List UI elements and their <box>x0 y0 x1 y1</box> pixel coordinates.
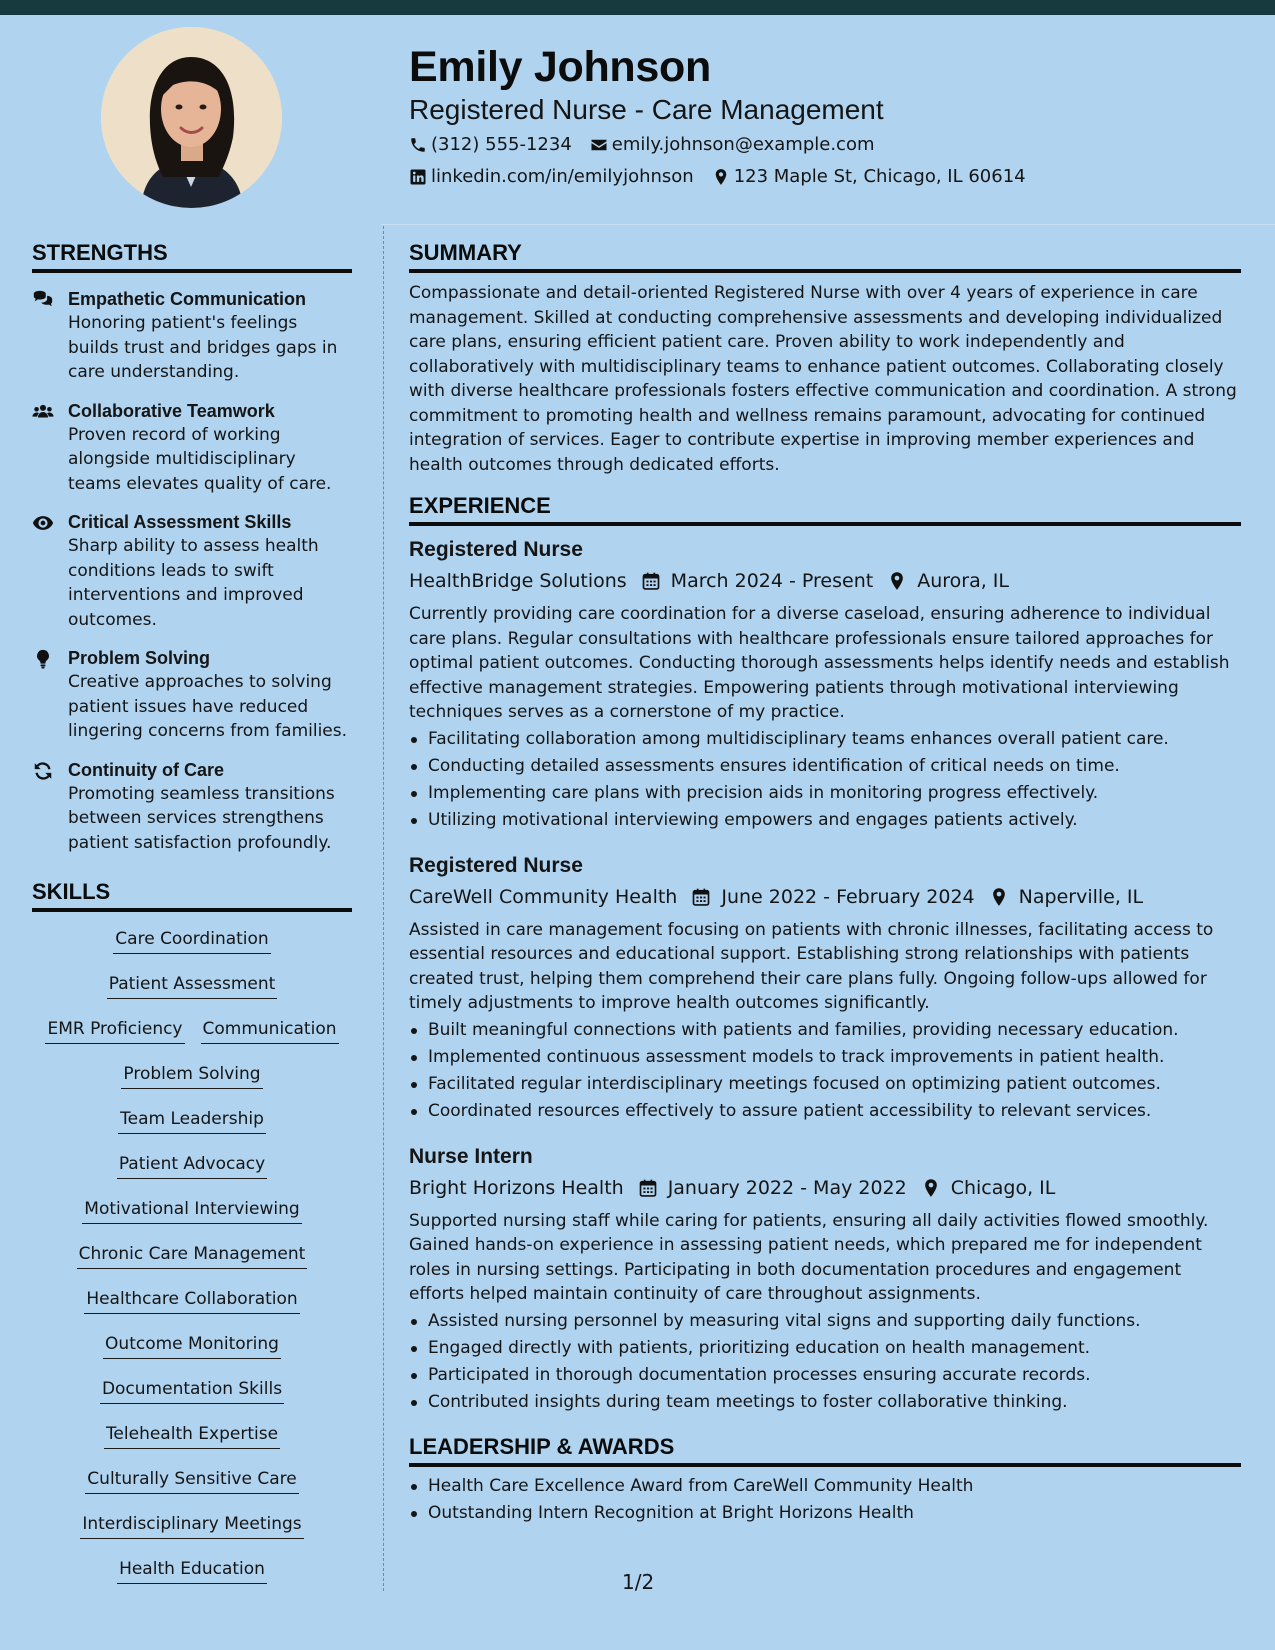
calendar-icon <box>638 1178 658 1198</box>
summary-text: Compassionate and detail-oriented Registered Nurse with over 4 years of experience in care management. Skilled at conducting comprehensive assessments and developing individualized care plans, ensuring efficient patient care. Proven ability to work independently and collaboratively with multidisciplinary teams to enhance patient outcomes. Collaborating closely with diverse healthcare professionals fosters effective communication and coordination. A strong commitment to promoting health and wellness remains paramount, advocating for continued integration of services. Eager to contribute expertise in improving member experiences and health outcomes through dedicated efforts. <box>409 283 1237 475</box>
job-title: Nurse Intern <box>409 1144 533 1168</box>
job-entry <box>409 852 1241 1125</box>
company-name: CareWell Community Health <box>409 885 678 908</box>
strength-description: Creative approaches to solving patient issues have reduced lingering concerns from families. <box>68 672 348 741</box>
job-title-headline: Registered Nurse - Care Management <box>409 94 884 125</box>
skill-tag: Health Education <box>117 1557 267 1584</box>
job-bullet: Participated in thorough documentation processes ensuring accurate records. <box>409 1362 1241 1389</box>
linkedin-contact[interactable] <box>409 166 694 187</box>
award-item: Outstanding Intern Recognition at Bright Horizons Health <box>409 1500 1241 1527</box>
email-text[interactable]: emily.johnson@example.com <box>611 134 875 155</box>
skill-tag: Motivational Interviewing <box>82 1197 301 1224</box>
phone-contact <box>409 134 572 155</box>
job-bullet: Facilitating collaboration among multidisciplinary teams enhances overall patient care. <box>409 726 1241 753</box>
strength-title: Empathetic Communication <box>68 289 307 309</box>
job-bullets <box>409 726 1241 834</box>
users-icon <box>32 401 54 423</box>
map-pin-icon <box>887 571 907 591</box>
job-bullet: Assisted nursing personnel by measuring vital signs and supporting daily functions. <box>409 1308 1241 1335</box>
job-location: Naperville, IL <box>1018 885 1144 908</box>
job-bullet: Utilizing motivational interviewing empowers and engages patients actively. <box>409 807 1241 834</box>
strengths-heading: STRENGTHS <box>32 240 352 273</box>
job-bullet: Built meaningful connections with patients and families, providing necessary education. <box>409 1017 1241 1044</box>
job-bullet: Engaged directly with patients, prioritizing education on health management. <box>409 1335 1241 1362</box>
phone-text: (312) 555-1234 <box>431 134 572 155</box>
left-column <box>32 240 352 1597</box>
column-divider <box>383 226 384 1591</box>
job-dates: January 2022 - May 2022 <box>667 1176 907 1199</box>
job-location: Aurora, IL <box>917 570 1009 592</box>
skills-heading: SKILLS <box>32 879 352 912</box>
strength-title: Collaborative Teamwork <box>68 400 275 421</box>
skills-list <box>32 922 352 1597</box>
strength-item <box>32 646 352 744</box>
map-pin-icon <box>989 887 1009 907</box>
job-meta <box>409 566 1241 596</box>
skill-tag: Documentation Skills <box>100 1377 284 1404</box>
sync-icon <box>32 760 54 782</box>
linkedin-icon <box>409 168 427 186</box>
header-divider <box>381 224 1275 225</box>
skill-tag: Culturally Sensitive Care <box>85 1467 298 1494</box>
skill-tag: Telehealth Expertise <box>104 1422 280 1449</box>
email-contact[interactable] <box>590 134 875 155</box>
profile-photo <box>101 27 282 208</box>
skill-tag: Healthcare Collaboration <box>84 1287 299 1314</box>
experience-heading: EXPERIENCE <box>409 493 1241 526</box>
awards-heading: LEADERSHIP & AWARDS <box>409 1434 1241 1467</box>
strength-title: Problem Solving <box>68 648 211 668</box>
strength-description: Sharp ability to assess health conditions leads to swift interventions and improved outcomes. <box>68 536 319 630</box>
skill-tag: Communication <box>201 1017 339 1044</box>
skill-tag: Interdisciplinary Meetings <box>80 1512 303 1539</box>
eye-icon <box>32 512 54 534</box>
job-location: Chicago, IL <box>950 1176 1056 1199</box>
skill-tag: Problem Solving <box>121 1062 262 1089</box>
page-number: 1/2 <box>622 1570 655 1594</box>
strength-item <box>32 758 352 856</box>
strength-description: Honoring patient's feelings builds trust and bridges gaps in care understanding. <box>68 313 338 382</box>
job-title: Registered Nurse <box>409 853 583 877</box>
job-entry <box>409 536 1241 834</box>
linkedin-text[interactable]: linkedin.com/in/emilyjohnson <box>431 166 694 187</box>
comments-icon <box>32 289 54 311</box>
job-dates: March 2024 - Present <box>670 570 874 592</box>
job-entry <box>409 1143 1241 1416</box>
job-bullet: Conducting detailed assessments ensures identification of critical needs on time. <box>409 753 1241 780</box>
contact-row-1 <box>409 134 892 155</box>
job-bullet: Coordinated resources effectively to assure patient accessibility to relevant services. <box>409 1098 1241 1125</box>
top-accent-bar <box>0 0 1275 15</box>
phone-icon <box>409 136 427 154</box>
lightbulb-icon <box>32 648 54 670</box>
strength-item <box>32 510 352 632</box>
strength-title: Critical Assessment Skills <box>68 512 292 532</box>
job-description: Assisted in care management focusing on patients with chronic illnesses, facilitating access to essential resources and educational support. Establishing strong relationships with patients created trust, helping them comprehend their care plans fully. Ongoing follow-ups allowed for timely adjustments to improve health outcomes significantly. <box>409 919 1214 1013</box>
job-meta <box>409 1173 1241 1203</box>
job-meta <box>409 882 1241 912</box>
strength-item <box>32 287 352 385</box>
map-pin-icon <box>712 168 730 186</box>
calendar-icon <box>691 887 711 907</box>
strength-item <box>32 399 352 497</box>
skill-tag: Care Coordination <box>113 927 270 954</box>
job-bullet: Implemented continuous assessment models to track improvements in patient health. <box>409 1044 1241 1071</box>
map-pin-icon <box>921 1178 941 1198</box>
contact-row-2 <box>409 166 1044 187</box>
job-bullets <box>409 1017 1241 1125</box>
summary-heading: SUMMARY <box>409 240 1241 273</box>
calendar-icon <box>641 571 661 591</box>
skill-tag: Team Leadership <box>118 1107 266 1134</box>
job-dates: June 2022 - February 2024 <box>721 885 975 908</box>
strength-description: Promoting seamless transitions between services strengthens patient satisfaction profoundly. <box>68 783 335 853</box>
company-name: Bright Horizons Health <box>409 1176 624 1199</box>
skill-tag: Patient Assessment <box>107 972 278 999</box>
awards-list <box>409 1473 1241 1527</box>
job-bullet: Implementing care plans with precision aids in monitoring progress effectively. <box>409 780 1241 807</box>
company-name: HealthBridge Solutions <box>409 570 627 592</box>
strength-description: Proven record of working alongside multidisciplinary teams elevates quality of care. <box>68 424 332 494</box>
skill-tag: Outcome Monitoring <box>103 1332 281 1359</box>
address-contact <box>712 166 1026 187</box>
skill-tag: EMR Proficiency <box>45 1017 184 1044</box>
job-title: Registered Nurse <box>409 538 583 561</box>
award-item: Health Care Excellence Award from CareWell Community Health <box>409 1473 1241 1500</box>
skill-tag: Patient Advocacy <box>117 1152 267 1179</box>
skill-tag: Chronic Care Management <box>77 1242 308 1269</box>
job-description: Currently providing care coordination for a diverse caseload, ensuring adherence to individual care plans. Regular consultations with healthcare professionals ensure tailored approaches for optimal patient outcomes. Conducting thorough assessments helps identify needs and establish effective management strategies. Empowering patients through motivational interviewing techniques serves as a cornerstone of my practice. <box>409 604 1230 722</box>
strength-title: Continuity of Care <box>68 759 224 780</box>
job-bullet: Contributed insights during team meetings to foster collaborative thinking. <box>409 1389 1241 1416</box>
job-description: Supported nursing staff while caring for patients, ensuring all daily activities flowed smoothly. Gained hands-on experience in assessing patient needs, which prepared me for independent roles in nursing settings. Participating in both documentation procedures and engagement efforts helped maintain continuity of care throughout assignments. <box>409 1210 1209 1304</box>
address-text: 123 Maple St, Chicago, IL 60614 <box>733 166 1026 187</box>
right-column <box>409 240 1241 1527</box>
job-bullet: Facilitated regular interdisciplinary meetings focused on optimizing patient outcomes. <box>409 1071 1241 1098</box>
job-bullets <box>409 1308 1241 1416</box>
candidate-name: Emily Johnson <box>409 43 711 91</box>
envelope-icon <box>590 136 608 154</box>
